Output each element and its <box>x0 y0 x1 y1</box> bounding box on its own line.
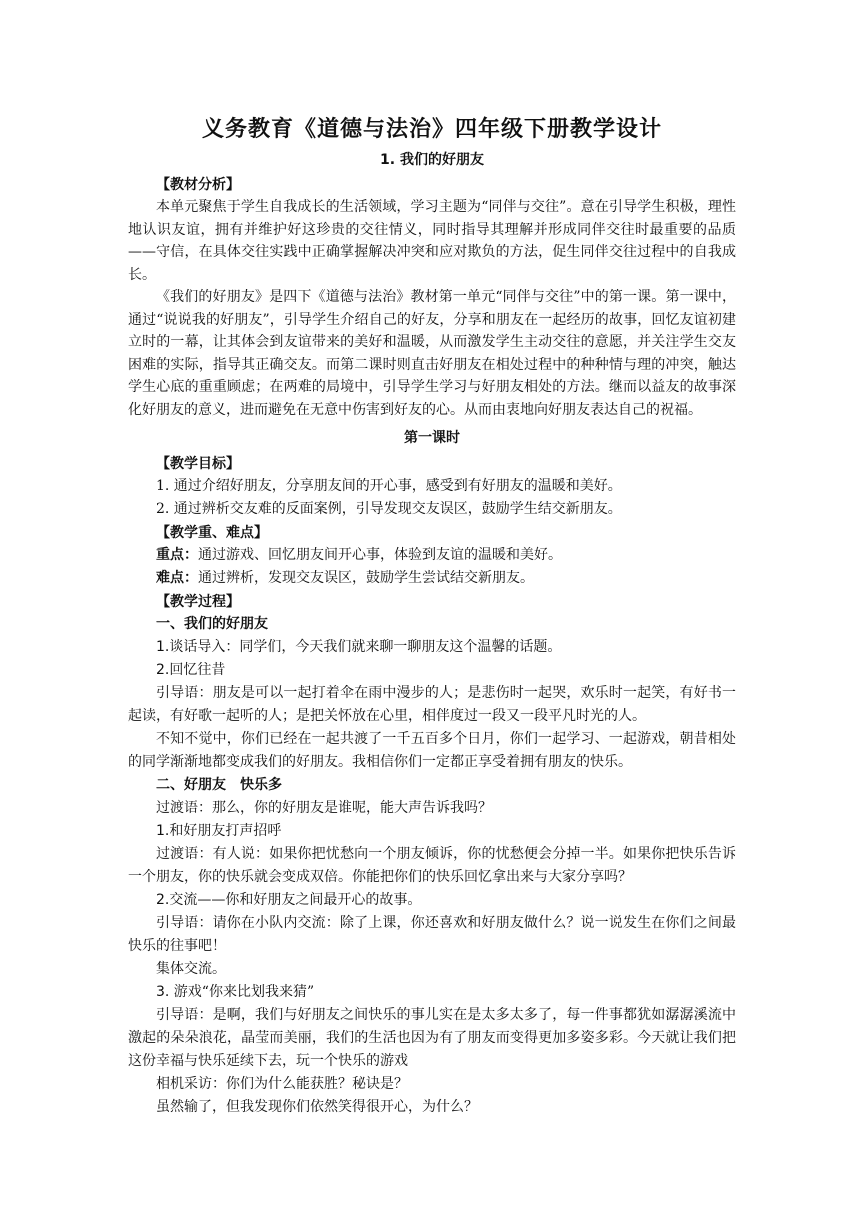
body-line: 过渡语：那么，你的好朋友是谁呢，能大声告诉我吗？ <box>156 800 492 816</box>
step-number: 2. <box>156 662 170 678</box>
lesson-one-heading: 第一课时 <box>404 430 460 446</box>
step-item <box>128 981 736 1004</box>
step-text: 回忆往昔 <box>169 662 226 678</box>
body-line: 虽然输了，但我发现你们依然笑得很开心，为什么？ <box>156 1099 478 1115</box>
section-heading: 二、好朋友 快乐多 <box>156 777 282 793</box>
step-number: 1. <box>156 639 170 655</box>
body-line: 相机采访：你们为什么能获胜？秘诀是？ <box>156 1076 408 1092</box>
key-point-text: 通过游戏、回忆朋友间开心事，体验到友谊的温暖和美好。 <box>198 547 562 563</box>
key-point <box>128 544 736 567</box>
step-text: 游戏“你来比划我来猜” <box>169 984 315 1000</box>
analysis-paragraph-1: 本单元聚焦于学生自我成长的生活领域，学习主题为“同伴与交往”。意在引导学生积极，理性地认识友谊，拥有并维护好这珍贵的交往情义，同时指导其理解并形成同伴交往时最重要的品质——守信，在具体交往实践中正确掌握解决冲突和应对欺负的方法，促生同伴交往过程中的自我成长。 <box>128 199 736 283</box>
body-paragraph: 不知不觉中，你们已经在一起共渡了一千五百多个日月，你们一起学习、一起游戏，朝昔相处的同学渐渐地都变成我们的好朋友。我相信你们一定都正享受着拥有朋友的快乐。 <box>128 731 736 770</box>
process-heading: 【教学过程】 <box>156 594 240 610</box>
document-page <box>128 112 736 1119</box>
step-item <box>128 820 736 843</box>
body-line: 集体交流。 <box>156 961 226 977</box>
section-heading: 一、我们的好朋友 <box>156 616 268 632</box>
step-number: 2. <box>156 892 170 908</box>
goals-heading: 【教学目标】 <box>156 456 240 472</box>
body-paragraph: 过渡语：有人说：如果你把忧愁向一个朋友倾诉，你的忧愁便会分掉一半。如果你把快乐告诉一个朋友，你的快乐就会变成双倍。你能把你们的快乐回忆拿出来与大家分享吗？ <box>128 846 736 885</box>
analysis-paragraph-2: 《我们的好朋友》是四下《道德与法治》教材第一单元“同伴与交往”中的第一课。第一课中，通过“说说我的好朋友”，引导学生介绍自己的好友，分享和朋友在一起经历的故事，回忆友谊初建立时的一幕，让其体会到友谊带来的美好和温暖，从而激发学生主动交往的意愿，并关注学生交友困难的实际，指导其正确交友。而第二课时则直击好朋友在相处过程中的种种情与理的冲突，触达学生心底的重重顾虑；在两难的局境中，引导学生学习与好朋友相处的方法。继而以益友的故事深化好朋友的意义，进而避免在无意中伤害到好友的心。从而由衷地向好朋友表达自己的祝福。 <box>128 289 736 418</box>
step-item <box>128 659 736 682</box>
page-title: 义务教育《道德与法治》四年级下册教学设计 <box>201 116 662 142</box>
difficult-point-label: 难点： <box>156 569 198 586</box>
step-text: 和好朋友打声招呼 <box>169 823 282 839</box>
goal-item: 2. 通过辨析交友难的反面案例，引导发现交友误区，鼓励学生结交新朋友。 <box>156 500 622 517</box>
goal-item: 1. 通过介绍好朋友，分享朋友间的开心事，感受到有好朋友的温暖和美好。 <box>156 478 622 494</box>
analysis-heading: 【教材分析】 <box>156 177 240 193</box>
step-text: 谈话导入：同学们，今天我们就来聊一聊朋友这个温馨的话题。 <box>169 639 562 655</box>
keypoints-heading: 【教学重、难点】 <box>156 525 268 541</box>
step-item <box>128 889 736 912</box>
step-number: 3. <box>156 984 170 1000</box>
step-text: 交流——你和好朋友之间最开心的故事。 <box>169 892 422 908</box>
difficult-point-text: 通过辨析，发现交友误区，鼓励学生尝试结交新朋友。 <box>198 569 534 586</box>
step-item <box>128 636 736 659</box>
step-number: 1. <box>156 823 170 839</box>
body-paragraph: 引导语：朋友是可以一起打着伞在雨中漫步的人；是悲伤时一起哭，欢乐时一起笑，有好书一起读，有好歌一起听的人；是把关怀放在心里，相伴度过一段又一段平凡时光的人。 <box>128 685 736 724</box>
body-paragraph: 引导语：是啊，我们与好朋友之间快乐的事儿实在是太多太多了，每一件事都犹如潺潺溪流中激起的朵朵浪花，晶莹而美丽，我们的生活也因为有了朋友而变得更加多姿多彩。今天就让我们把这份幸福与快乐延续下去，玩一个快乐的游戏 <box>128 1007 736 1069</box>
key-point-label: 重点： <box>156 547 198 563</box>
body-paragraph: 引导语：请你在小队内交流：除了上课，你还喜欢和好朋友做什么？说一说发生在你们之间最快乐的往事吧！ <box>128 915 736 954</box>
difficult-point <box>128 567 736 590</box>
lesson-subtitle: 1. 我们的好朋友 <box>380 152 484 168</box>
